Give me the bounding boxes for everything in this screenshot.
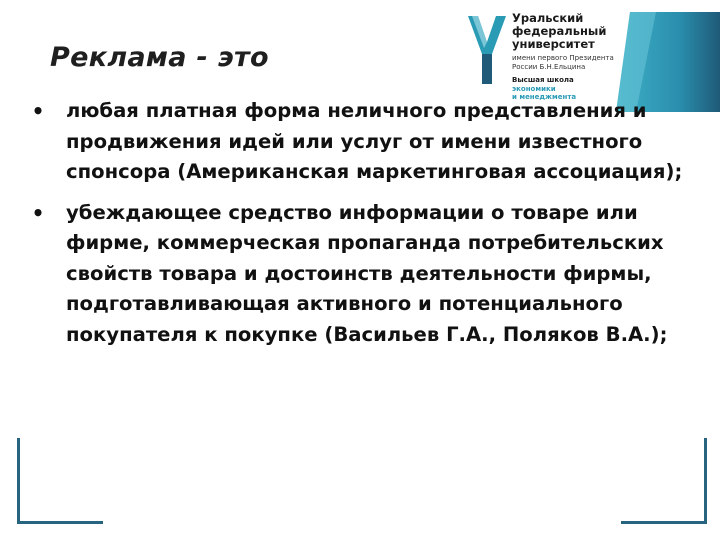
definition-list [28, 96, 692, 350]
logo-sub-line: России Б.Н.Ельцина [512, 63, 586, 71]
bullet-text: любая платная форма неличного представления и продвижения идей или услуг от имени известного спонсора (Американская маркетинговая ассоциация); [66, 99, 683, 183]
list-item [28, 96, 692, 188]
logo-name-line: Уральский [512, 11, 584, 25]
bullet-text: убеждающее средство информации о товаре или фирме, коммерческая пропаганда потребительских свойств товара и достоинств деятельности фирмы, подготавливающая активного и потенциального покупателя к покупке (Васильев Г.А., Поляков В.А.); [66, 200, 668, 346]
logo-name-line: университет [512, 37, 595, 51]
urfu-emblem-icon [466, 14, 508, 86]
list-item [28, 198, 692, 351]
logo-sub-line: имени первого Президента [512, 54, 614, 62]
logo-school-line: экономики [512, 84, 556, 93]
bullet-icon: • [31, 200, 45, 225]
logo-school-line: Высшая школа [512, 76, 574, 84]
corner-bracket-left [17, 438, 103, 524]
corner-bracket-right [621, 438, 707, 524]
bullet-icon: • [31, 99, 45, 123]
slide-title: Реклама - это [50, 42, 269, 73]
logo-name-line: федеральный [512, 24, 607, 38]
logo-school-line: и менеджмента [512, 93, 577, 101]
slide-body [28, 96, 692, 360]
